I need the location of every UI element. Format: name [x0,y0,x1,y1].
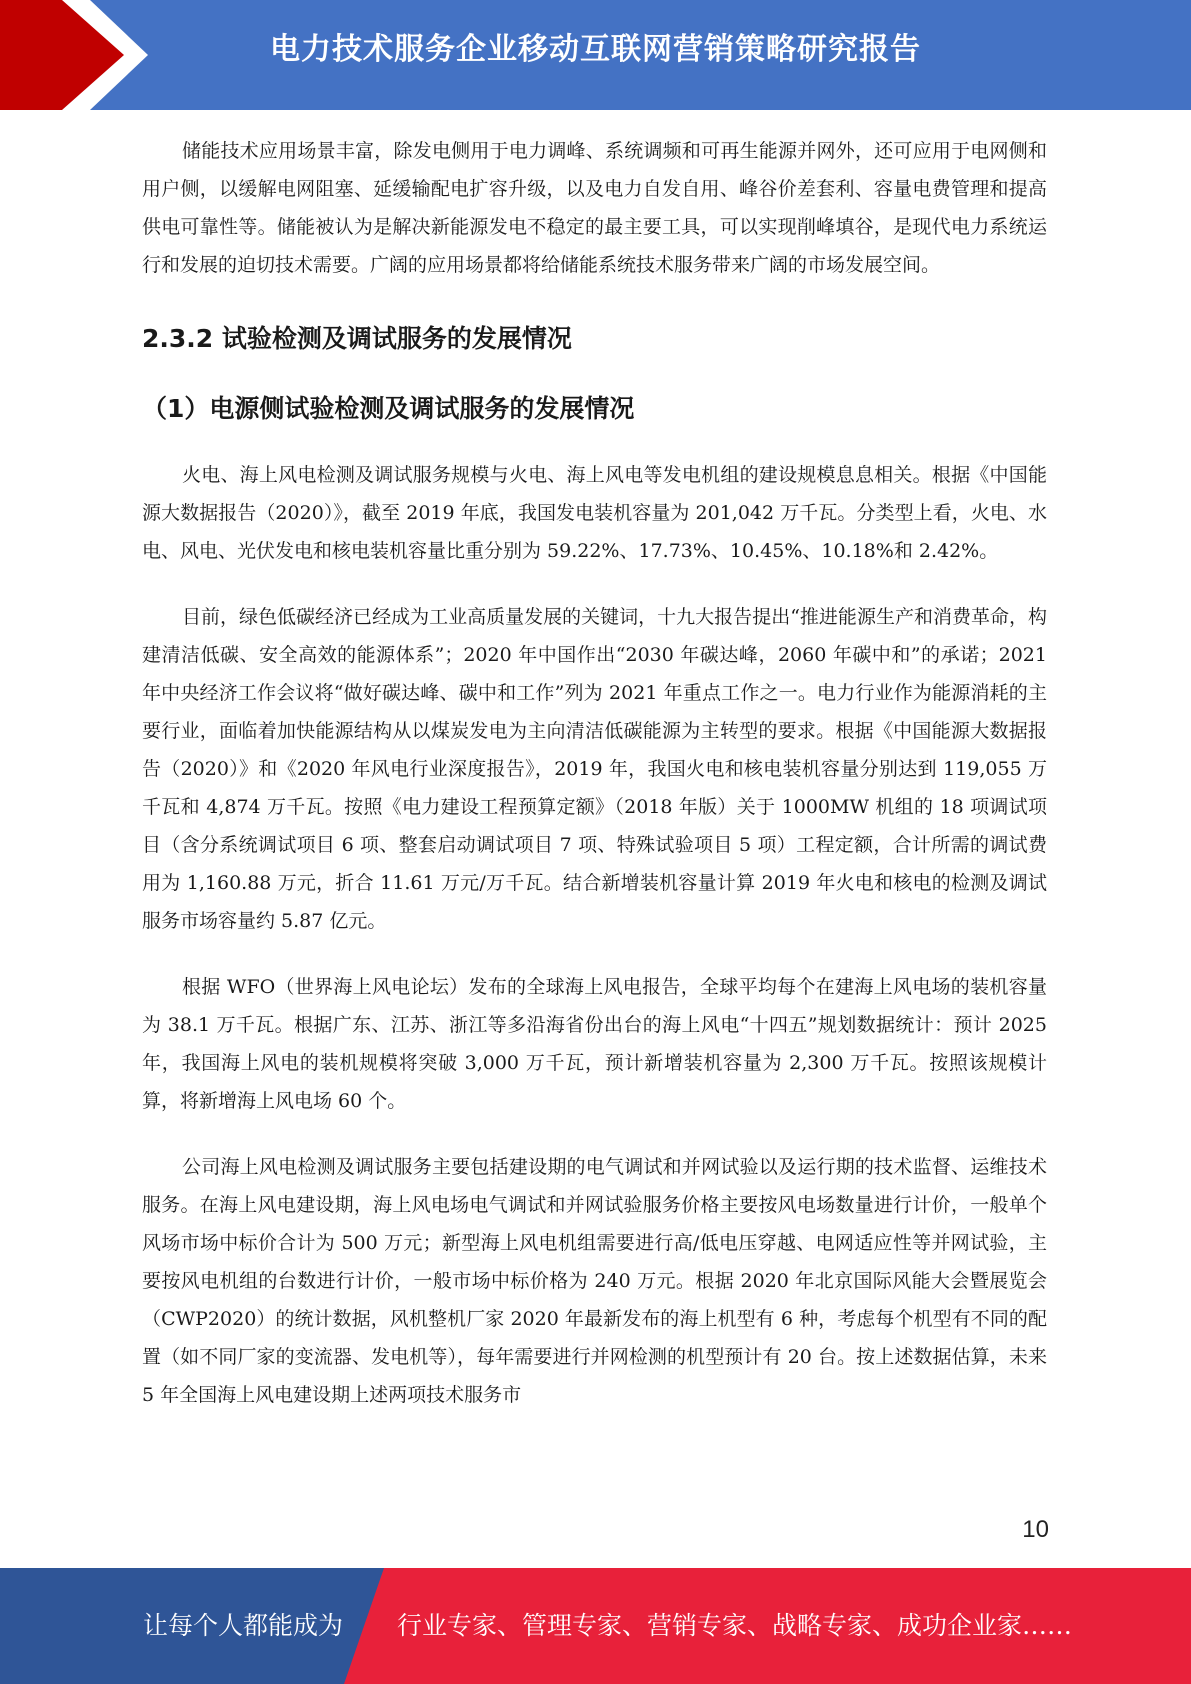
paragraph-thermal-offshore: 火电、海上风电检测及调试服务规模与火电、海上风电等发电机组的建设规模息息相关。根据《中国能源大数据报告（2020）》，截至 2019 年底，我国发电装机容量为 201,042 万千瓦。分类型上看，火电、水电、风电、光伏发电和核电装机容量比重分别为 59.22%、17.73%、10.45%、10.18%和 2.42%。 [142,464,1047,562]
subsection-heading: （1）电源侧试验检测及调试服务的发展情况 [142,394,635,423]
page-content [142,132,1047,1414]
report-title: 电力技术服务企业移动互联网营销策略研究报告 [270,32,921,67]
paragraph-low-carbon: 目前，绿色低碳经济已经成为工业高质量发展的关键词，十九大报告提出“推进能源生产和消费革命，构建清洁低碳、安全高效的能源体系”；2020 年中国作出“2030 年碳达峰，2060 年碳中和”的承诺；2021 年中央经济工作会议将“做好碳达峰、碳中和工作”列为 2021 年重点工作之一。电力行业作为能源消耗的主要行业，面临着加快能源结构从以煤炭发电为主向清洁低碳能源为主转型的要求。根据《中国能源大数据报告（2020）》和《2020 年风电行业深度报告》，2019 年，我国火电和核电装机容量分别达到 119,055 万千瓦和 4,874 万千瓦。按照《电力建设工程预算定额》（2018 年版）关于 1000MW 机组的 18 项调试项目（含分系统调试项目 6 项、整套启动调试项目 7 项、特殊试验项目 5 项）工程定额，合计所需的调试费用为 1,160.88 万元，折合 11.61 万元/万千瓦。结合新增装机容量计算 2019 年火电和核电的检测及调试服务市场容量约 5.87 亿元。 [142,606,1047,932]
footer-slogan-right: 行业专家、管理专家、营销专家、战略专家、成功企业家…… [397,1611,1073,1640]
page-header [0,0,1191,110]
footer-slogan-left: 让每个人都能成为 [143,1611,344,1640]
paragraph-offshore-services: 公司海上风电检测及调试服务主要包括建设期的电气调试和并网试验以及运行期的技术监督、运维技术服务。在海上风电建设期，海上风电场电气调试和并网试验服务价格主要按风电场数量进行计价，一般单个风场市场中标价合计为 500 万元；新型海上风电机组需要进行高/低电压穿越、电网适应性等并网试验，主要按风电机组的台数进行计价，一般市场中标价格为 240 万元。根据 2020 年北京国际风能大会暨展览会（CWP2020）的统计数据，风机整机厂家 2020 年最新发布的海上机型有 6 种，考虑每个机型有不同的配置（如不同厂家的变流器、发电机等），每年需要进行并网检测的机型预计有 20 台。按上述数据估算，未来 5 年全国海上风电建设期上述两项技术服务市 [142,1156,1047,1406]
page-number: 10 [1022,1516,1049,1543]
page-footer [0,1568,1191,1684]
paragraph-energy-storage: 储能技术应用场景丰富，除发电侧用于电力调峰、系统调频和可再生能源并网外，还可应用于电网侧和用户侧，以缓解电网阻塞、延缓输配电扩容升级，以及电力自发自用、峰谷价差套利、容量电费管理和提高供电可靠性等。储能被认为是解决新能源发电不稳定的最主要工具，可以实现削峰填谷，是现代电力系统运行和发展的迫切技术需要。广阔的应用场景都将给储能系统技术服务带来广阔的市场发展空间。 [142,140,1047,276]
paragraph-wfo-report: 根据 WFO（世界海上风电论坛）发布的全球海上风电报告，全球平均每个在建海上风电场的装机容量为 38.1 万千瓦。根据广东、江苏、浙江等多沿海省份出台的海上风电“十四五”规划数据统计：预计 2025 年，我国海上风电的装机规模将突破 3,000 万千瓦，预计新增装机容量为 2,300 万千瓦。按照该规模计算，将新增海上风电场 60 个。 [142,976,1047,1112]
section-heading: 2.3.2 试验检测及调试服务的发展情况 [142,324,572,353]
